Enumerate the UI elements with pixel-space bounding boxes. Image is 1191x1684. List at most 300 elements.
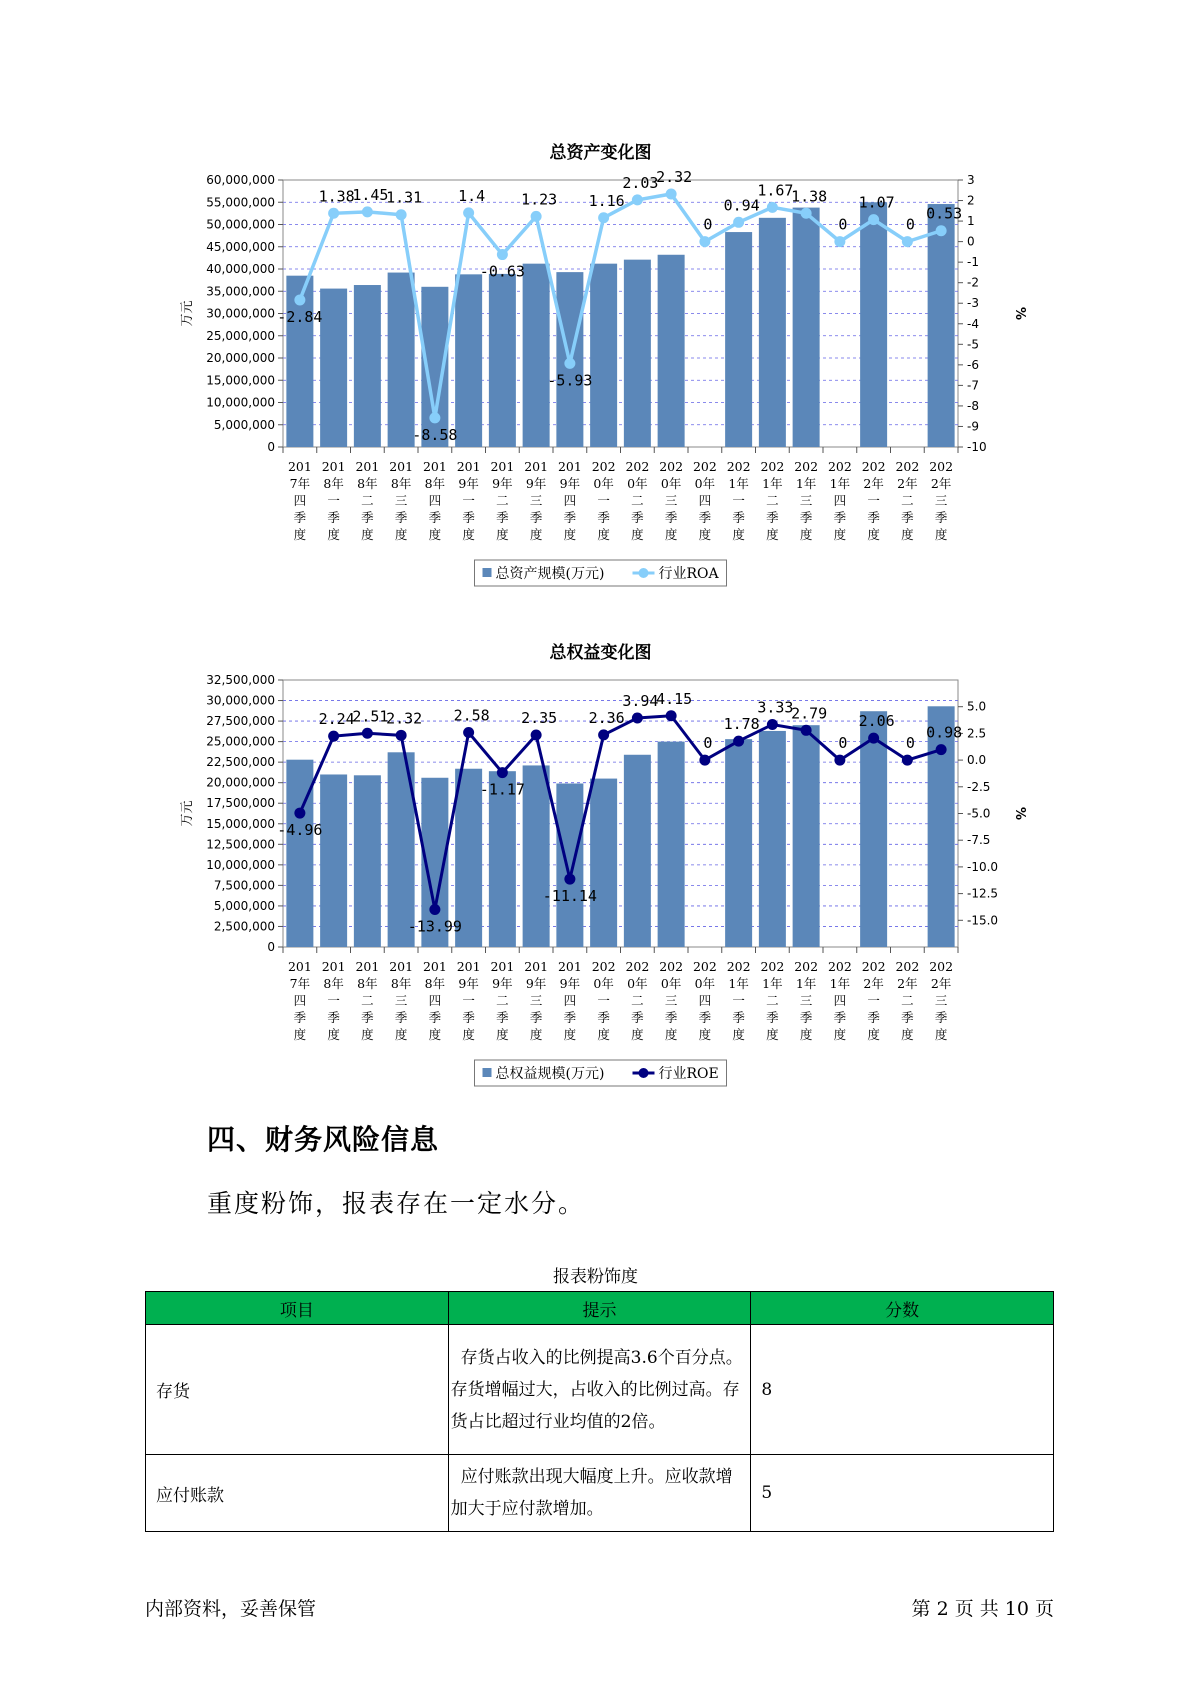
x-tick-label: 0年 [593, 976, 614, 991]
x-tick-label: 季 [934, 510, 948, 525]
data-label: 0 [703, 734, 713, 753]
x-tick-label: 度 [563, 1027, 577, 1042]
data-label: 1.23 [521, 190, 558, 209]
x-tick-label: 度 [597, 1027, 610, 1042]
x-tick-label: 201 [321, 459, 346, 474]
x-tick-label: 一 [462, 493, 475, 508]
left-tick-label: 20,000,000 [206, 351, 275, 365]
x-tick-label: 一 [867, 993, 880, 1008]
data-label: 0.53 [926, 204, 963, 223]
x-tick-label: 四 [698, 493, 712, 508]
line-point [767, 202, 778, 213]
section-heading: 四、财务风险信息 [207, 1123, 440, 1156]
x-tick-label: 度 [563, 527, 577, 542]
line-point [666, 188, 677, 199]
x-tick-label: 季 [631, 510, 644, 525]
line-point [531, 730, 542, 741]
x-tick-label: 度 [529, 1027, 543, 1042]
legend-bar-label: 总权益规模(万元) [495, 1066, 605, 1082]
x-tick-label: 202 [861, 459, 886, 474]
x-tick-label: 季 [867, 1010, 880, 1025]
x-tick-label: 三 [664, 993, 678, 1008]
x-tick-label: 季 [462, 510, 475, 525]
total-assets-chart [0, 120, 1191, 600]
left-tick-label: 12,500,000 [206, 837, 275, 852]
bar [725, 232, 752, 447]
right-tick-label: 3 [967, 173, 975, 187]
x-tick-label: 度 [597, 527, 610, 542]
x-tick-label: 202 [794, 459, 819, 474]
x-tick-label: 1年 [795, 476, 817, 491]
x-tick-label: 202 [794, 959, 819, 974]
x-tick-label: 201 [422, 459, 447, 474]
table-caption: 报表粉饰度 [553, 1267, 638, 1287]
x-tick-label: 8年 [323, 476, 344, 491]
x-tick-label: 季 [664, 510, 678, 525]
x-tick-label: 度 [799, 1027, 813, 1042]
data-label: 0.98 [926, 723, 963, 742]
x-tick-label: 一 [462, 993, 475, 1008]
line-point [564, 874, 575, 885]
line-point [834, 755, 845, 766]
x-tick-label: 季 [698, 510, 712, 525]
bar [928, 706, 955, 947]
x-tick-label: 度 [293, 527, 307, 542]
x-tick-label: 202 [726, 459, 751, 474]
risk-table [145, 1291, 1054, 1532]
x-tick-label: 度 [732, 527, 745, 542]
x-tick-label: 201 [355, 459, 380, 474]
data-label: 1.45 [352, 185, 389, 204]
table-row [146, 1455, 1054, 1532]
right-tick-label: -7 [967, 378, 979, 393]
x-tick-label: 度 [833, 527, 847, 542]
bar [590, 779, 617, 947]
x-tick-label: 季 [833, 1010, 847, 1025]
x-tick-label: 度 [766, 1027, 779, 1042]
line-point [632, 194, 643, 205]
x-tick-label: 0年 [593, 476, 614, 491]
x-tick-label: 季 [698, 1010, 712, 1025]
x-tick-label: 度 [867, 1027, 880, 1042]
x-tick-label: 1年 [829, 476, 851, 491]
x-tick-label: 季 [462, 1010, 475, 1025]
x-tick-label: 度 [293, 1027, 307, 1042]
x-tick-label: 度 [732, 1027, 745, 1042]
x-tick-label: 度 [833, 1027, 847, 1042]
line-point [362, 206, 373, 217]
x-tick-label: 三 [394, 493, 408, 508]
x-tick-label: 2年 [930, 976, 952, 991]
x-tick-label: 四 [833, 993, 847, 1008]
x-tick-label: 二 [631, 993, 644, 1008]
x-tick-label: 度 [698, 1027, 712, 1042]
left-tick-label: 27,500,000 [206, 714, 275, 729]
x-tick-label: 二 [496, 493, 509, 508]
x-tick-label: 季 [799, 1010, 813, 1025]
bar [388, 273, 415, 447]
x-tick-label: 四 [698, 993, 712, 1008]
line-point [902, 755, 913, 766]
x-tick-label: 度 [327, 1027, 340, 1042]
x-tick-label: 8年 [390, 976, 412, 991]
x-tick-label: 202 [659, 459, 684, 474]
x-tick-label: 一 [867, 493, 880, 508]
x-tick-label: 季 [428, 1010, 442, 1025]
x-tick-label: 季 [597, 510, 610, 525]
x-tick-label: 度 [361, 527, 374, 542]
left-tick-label: 30,000,000 [206, 693, 275, 708]
x-tick-label: 季 [732, 1010, 745, 1025]
table-row [146, 1325, 1054, 1455]
line-point [429, 412, 440, 423]
row-score: 8 [751, 1325, 1054, 1455]
x-tick-label: 二 [631, 493, 644, 508]
x-tick-label: 季 [394, 510, 408, 525]
legend-line-label: 行业ROE [658, 1066, 719, 1082]
x-tick-label: 0年 [660, 476, 682, 491]
header-tip: 提示 [448, 1292, 751, 1325]
line-point [868, 214, 879, 225]
legend-bar-label: 总资产规模(万元) [495, 566, 605, 582]
footer-confidential: 内部资料，妥善保管 [145, 1598, 317, 1620]
x-tick-label: 9年 [492, 476, 513, 491]
left-tick-label: 15,000,000 [206, 816, 275, 831]
right-tick-label: 2 [967, 193, 975, 208]
x-tick-label: 度 [799, 527, 813, 542]
x-tick-label: 2年 [863, 976, 884, 991]
bar [725, 739, 752, 947]
legend-bar-swatch [483, 568, 492, 577]
section-summary: 重度粉饰，报表存在一定水分。 [207, 1189, 586, 1218]
total-equity-chart [0, 620, 1191, 1100]
data-label: 2.03 [622, 173, 659, 192]
x-tick-label: 二 [496, 993, 509, 1008]
x-tick-label: 度 [496, 527, 509, 542]
x-tick-label: 季 [428, 510, 442, 525]
x-tick-label: 四 [833, 493, 847, 508]
x-tick-label: 度 [631, 527, 644, 542]
line-point [733, 217, 744, 228]
data-label: 2.58 [453, 706, 490, 725]
data-label: 2.32 [656, 167, 693, 186]
x-tick-label: 季 [563, 510, 577, 525]
row-score: 5 [751, 1455, 1054, 1532]
data-label: 3.94 [622, 692, 659, 711]
data-label: -2.84 [277, 307, 323, 326]
legend-line-label: 行业ROA [658, 566, 719, 582]
data-label: 1.4 [458, 186, 486, 205]
line-point [463, 207, 474, 218]
x-tick-label: 季 [327, 510, 340, 525]
x-tick-label: 1年 [762, 976, 783, 991]
chart-svg [0, 620, 1191, 1100]
right-tick-label: -12.5 [967, 886, 999, 901]
x-tick-label: 季 [394, 1010, 408, 1025]
x-tick-label: 季 [664, 1010, 678, 1025]
row-tip: 应付账款出现大幅度上升。应收款增加大于应付款增加。 [448, 1455, 751, 1532]
x-tick-label: 度 [867, 527, 880, 542]
x-tick-label: 202 [827, 459, 852, 474]
x-tick-label: 季 [867, 510, 880, 525]
left-tick-label: 10,000,000 [206, 857, 275, 872]
x-tick-label: 一 [327, 993, 340, 1008]
x-tick-label: 季 [631, 1010, 644, 1025]
x-tick-label: 度 [529, 527, 543, 542]
chart-svg [0, 120, 1191, 600]
y2-axis-label: % [1012, 806, 1027, 821]
x-tick-label: 9年 [559, 976, 581, 991]
x-tick-label: 三 [934, 993, 948, 1008]
line-point [801, 725, 812, 736]
x-tick-label: 季 [361, 1010, 374, 1025]
x-tick-label: 0年 [660, 976, 682, 991]
right-tick-label: -8 [967, 398, 979, 413]
x-tick-label: 201 [490, 959, 515, 974]
data-label: 2.32 [386, 709, 423, 728]
line-point [834, 236, 845, 247]
left-tick-label: 17,500,000 [206, 796, 275, 811]
legend-line-marker [639, 1068, 649, 1078]
x-tick-label: 度 [428, 1027, 442, 1042]
bar [354, 285, 381, 447]
data-label: -13.99 [407, 917, 462, 936]
right-tick-label: -4 [967, 316, 979, 331]
bar [860, 711, 887, 947]
y2-axis-label: % [1012, 306, 1027, 321]
left-tick-label: 40,000,000 [206, 262, 275, 276]
x-tick-label: 季 [597, 1010, 610, 1025]
right-tick-label: -2 [967, 275, 979, 290]
x-tick-label: 201 [422, 959, 447, 974]
bar [658, 742, 685, 947]
x-tick-label: 202 [861, 959, 886, 974]
right-tick-label: -7.5 [967, 833, 991, 848]
left-tick-label: 60,000,000 [206, 173, 275, 187]
x-tick-label: 三 [799, 993, 813, 1008]
bar [793, 725, 820, 947]
data-label: 1.67 [757, 181, 794, 200]
data-label: 2.35 [521, 709, 558, 728]
data-label: -5.93 [547, 371, 593, 390]
x-tick-label: 202 [760, 959, 785, 974]
x-tick-label: 201 [389, 459, 414, 474]
data-label: 3.33 [757, 698, 794, 717]
x-tick-label: 二 [766, 993, 779, 1008]
line-point [396, 730, 407, 741]
bar [523, 765, 550, 947]
x-tick-label: 一 [732, 493, 745, 508]
left-tick-label: 45,000,000 [206, 239, 275, 254]
bar [556, 784, 583, 947]
line-point [396, 209, 407, 220]
x-tick-label: 0年 [694, 976, 716, 991]
x-tick-label: 201 [557, 959, 582, 974]
x-tick-label: 202 [591, 459, 616, 474]
x-tick-label: 季 [496, 510, 509, 525]
y-axis-label: 万元 [180, 800, 195, 827]
line-point [733, 736, 744, 747]
x-tick-label: 0年 [627, 976, 648, 991]
x-tick-label: 201 [557, 459, 582, 474]
x-tick-label: 8年 [424, 976, 446, 991]
right-tick-label: -3 [967, 296, 979, 311]
line-point [699, 755, 710, 766]
x-tick-label: 度 [428, 527, 442, 542]
x-tick-label: 2年 [897, 976, 918, 991]
x-tick-label: 四 [428, 493, 442, 508]
bar [489, 274, 516, 447]
x-tick-label: 二 [901, 493, 914, 508]
x-tick-label: 季 [496, 1010, 509, 1025]
x-tick-label: 季 [529, 1010, 543, 1025]
x-tick-label: 1年 [762, 476, 783, 491]
data-label: 1.16 [588, 191, 625, 210]
x-tick-label: 7年 [289, 976, 311, 991]
bar [928, 204, 955, 447]
right-tick-label: -10 [967, 440, 987, 454]
data-label: -8.58 [412, 425, 458, 444]
line-point [429, 904, 440, 915]
left-tick-label: 50,000,000 [206, 217, 275, 232]
data-label: 2.24 [318, 710, 355, 729]
data-label: 1.07 [858, 193, 895, 212]
right-tick-label: -15.0 [967, 913, 999, 928]
bar [590, 264, 617, 447]
x-tick-label: 0年 [627, 476, 648, 491]
line-point [463, 727, 474, 738]
legend-line-marker [639, 568, 649, 578]
data-label: 0 [905, 215, 915, 234]
line-point [497, 249, 508, 260]
x-tick-label: 一 [597, 993, 610, 1008]
line-point [294, 294, 305, 305]
x-tick-label: 度 [766, 527, 779, 542]
data-label: 2.06 [858, 712, 895, 731]
x-tick-label: 201 [524, 959, 549, 974]
bar [624, 755, 651, 947]
x-tick-label: 四 [428, 993, 442, 1008]
header-score: 分数 [751, 1292, 1054, 1325]
bar [793, 208, 820, 447]
data-label: 1.38 [318, 187, 355, 206]
right-tick-label: -10.0 [967, 859, 999, 874]
left-tick-label: 32,500,000 [206, 673, 275, 687]
left-tick-label: 5,000,000 [213, 417, 275, 432]
x-tick-label: 季 [361, 510, 374, 525]
left-tick-label: 35,000,000 [206, 284, 275, 299]
header-item: 项目 [146, 1292, 449, 1325]
line-point [598, 729, 609, 740]
x-tick-label: 202 [895, 959, 920, 974]
x-tick-label: 二 [361, 493, 374, 508]
line-point [666, 710, 677, 721]
data-label: 1.38 [791, 187, 828, 206]
x-tick-label: 度 [664, 527, 678, 542]
line-point [801, 208, 812, 219]
x-tick-label: 季 [293, 1010, 307, 1025]
x-tick-label: 度 [631, 1027, 644, 1042]
left-tick-label: 0 [267, 440, 275, 454]
x-tick-label: 度 [394, 527, 408, 542]
bar [624, 260, 651, 447]
right-tick-label: -9 [967, 419, 979, 434]
bar [320, 289, 347, 447]
right-tick-label: -5 [967, 337, 979, 352]
line-point [868, 733, 879, 744]
x-tick-label: 202 [726, 959, 751, 974]
x-tick-label: 9年 [525, 976, 547, 991]
bar [320, 774, 347, 947]
y-axis-label: 万元 [180, 300, 195, 327]
data-label: 0 [905, 734, 915, 753]
bar [523, 264, 550, 447]
x-tick-label: 2年 [897, 476, 918, 491]
left-tick-label: 15,000,000 [206, 373, 275, 388]
x-tick-label: 四 [563, 993, 577, 1008]
row-item: 应付账款 [146, 1455, 449, 1532]
line-point [362, 728, 373, 739]
x-tick-label: 202 [929, 959, 954, 974]
x-tick-label: 度 [361, 1027, 374, 1042]
x-tick-label: 度 [664, 1027, 678, 1042]
line-point [902, 236, 913, 247]
left-tick-label: 10,000,000 [206, 395, 275, 410]
right-tick-label: 0 [967, 234, 975, 249]
x-tick-label: 202 [625, 959, 650, 974]
x-tick-label: 2年 [930, 476, 952, 491]
bar [286, 760, 313, 947]
right-tick-label: -1 [967, 255, 979, 270]
x-tick-label: 202 [625, 459, 650, 474]
data-label: 2.79 [791, 704, 828, 723]
x-tick-label: 8年 [424, 476, 446, 491]
data-label: -1.17 [479, 780, 525, 799]
bar [354, 775, 381, 947]
x-tick-label: 度 [901, 1027, 914, 1042]
left-tick-label: 25,000,000 [206, 734, 275, 749]
line-point [564, 358, 575, 369]
right-tick-label: 0.0 [967, 753, 987, 768]
footer-page-number: 第 2 页 共 10 页 [911, 1598, 1054, 1620]
line-point [497, 767, 508, 778]
line-point [632, 713, 643, 724]
table-header-row [146, 1292, 1054, 1325]
x-tick-label: 202 [827, 959, 852, 974]
data-label: 2.51 [352, 707, 389, 726]
right-tick-label: -6 [967, 357, 979, 372]
x-tick-label: 1年 [728, 476, 749, 491]
line-point [531, 211, 542, 222]
x-tick-label: 季 [901, 510, 914, 525]
x-tick-label: 0年 [694, 476, 716, 491]
x-tick-label: 度 [496, 1027, 509, 1042]
x-tick-label: 201 [321, 959, 346, 974]
x-tick-label: 202 [760, 459, 785, 474]
chart-title: 总资产变化图 [549, 143, 652, 163]
x-tick-label: 201 [456, 959, 481, 974]
line-point [699, 236, 710, 247]
x-tick-label: 9年 [492, 976, 513, 991]
left-tick-label: 25,000,000 [206, 328, 275, 343]
data-label: -4.96 [277, 821, 323, 840]
line-point [294, 808, 305, 819]
line-point [936, 225, 947, 236]
data-label: 0 [838, 734, 848, 753]
x-tick-label: 一 [732, 993, 745, 1008]
x-tick-label: 三 [529, 493, 543, 508]
x-tick-label: 度 [934, 1027, 948, 1042]
